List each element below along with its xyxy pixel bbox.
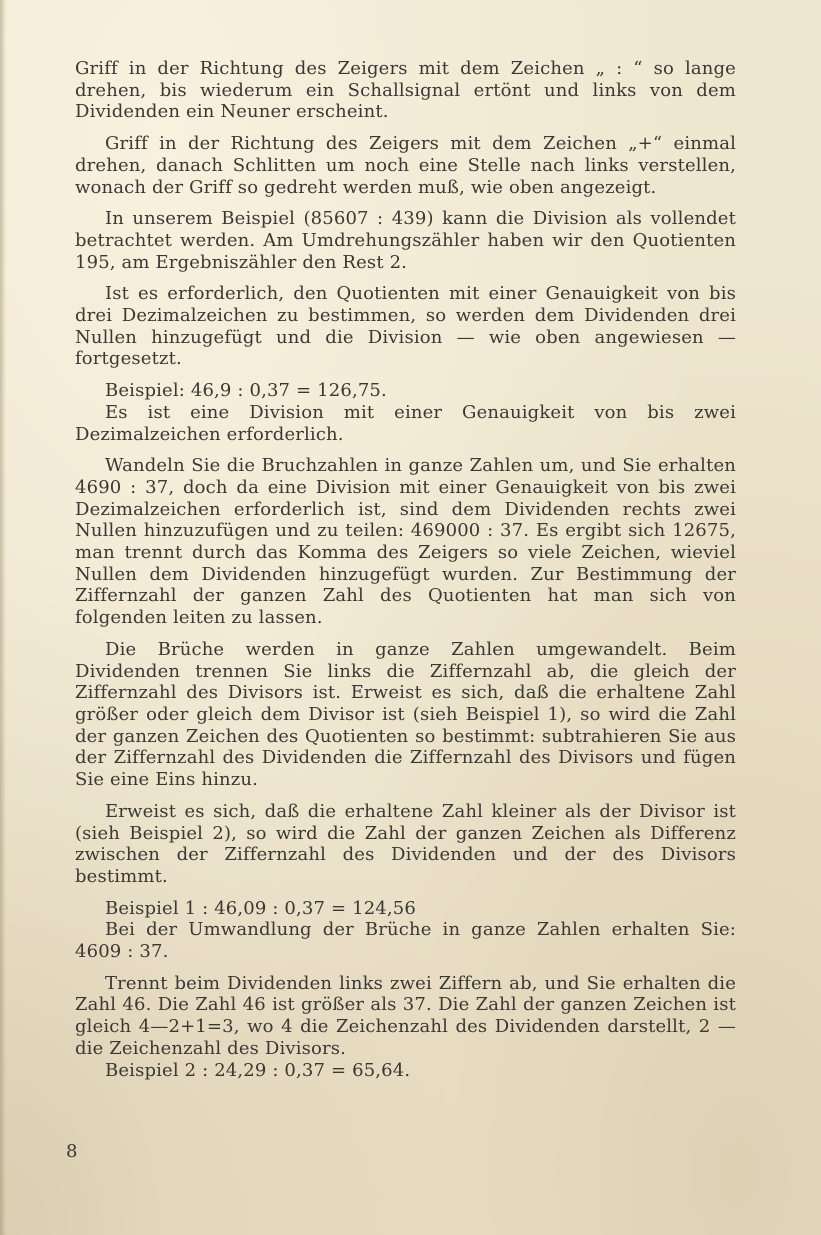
example-1-line: Beispiel 1 : 46,09 : 0,37 = 124,56 [105,897,416,919]
paragraph-4: Ist es erforderlich, den Quotienten mit einer Genauigkeit von bis drei Dezimalzeichen zu bestimmen, so werden dem Dividenden drei Nullen hinzugefügt und die Division — wie oben angewiesen — fortgesetzt. [75,283,736,370]
paragraph-7: Die Brüche werden in ganze Zahlen umgewandelt. Beim Dividenden trennen Sie links die Ziffernzahl ab, die gleich der Ziffernzahl des Divisors ist. Erweist es sich, daß die erhaltene Zahl größer oder gleich dem Divisor ist (sieh Beispiel 1), so wird die Zahl der ganzen Zeichen des Quotienten so bestimmt: subtrahieren Sie aus der Ziffernzahl des Dividenden die Ziffernzahl des Divisors und fügen Sie eine Eins hinzu. [75,638,736,791]
paragraph-6: Wandeln Sie die Bruchzahlen in ganze Zahlen um, und Sie erhalten 4690 : 37, doch da eine Division mit einer Genauigkeit von bis zwei Dezimalzeichen erforderlich ist, sind dem Dividenden rechts zwei Nullen hinzuzufügen und zu teilen: 469000 : 37. Es ergibt sich 12675, man trennt durch das Komma des Zeigers so viele Zeichen, wieviel Nullen dem Dividenden hinzugefügt wurden. Zur Bestimmung der Ziffernzahl der ganzen Zahl des Quotienten hat man sich von folgenden leiten zu lassen. [75,455,736,629]
page-edge-shadow [0,0,6,1235]
body-text [75,58,736,1081]
paragraph-8: Erweist es sich, daß die erhaltene Zahl kleiner als der Divisor ist (sieh Beispiel 2), so wird die Zahl der ganzen Zeichen als Differenz zwischen der Ziffernzahl des Dividenden und der des Divisors bestimmt. [75,800,736,887]
page-number: 8 [66,1141,78,1162]
example-line: Beispiel: 46,9 : 0,37 = 126,75. [105,380,387,402]
example-2-line: Beispiel 2 : 24,29 : 0,37 = 65,64. [105,1059,411,1081]
paragraph-3: In unserem Beispiel (85607 : 439) kann die Division als vollendet betrachtet werden. Am Umdrehungszähler haben wir den Quotienten 195, am Ergebniszähler den Rest 2. [75,208,736,273]
paragraph-9: Bei der Umwandlung der Brüche in ganze Zahlen erhalten Sie: 4609 : 37. [75,919,736,963]
paragraph-1: Griff in der Richtung des Zeigers mit dem Zeichen „ : “ so lange drehen, bis wiederum ein Schallsignal ertönt und links von dem Dividenden ein Neuner erscheint. [75,58,736,123]
paragraph-10: Trennt beim Dividenden links zwei Ziffern ab, und Sie erhalten die Zahl 46. Die Zahl 46 ist größer als 37. Die Zahl der ganzen Zeichen ist gleich 4—2+1=3, wo 4 die Zeichenzahl des Dividenden darstellt, 2 — die Zeichenzahl des Divisors. [75,972,736,1059]
paragraph-2: Griff in der Richtung des Zeigers mit dem Zeichen „+“ einmal drehen, danach Schlitten um noch eine Stelle nach links verstellen, wonach der Griff so gedreht werden muß, wie oben angezeigt. [75,133,736,198]
paragraph-5: Es ist eine Division mit einer Genauigkeit von bis zwei Dezimalzeichen erforderlich. [75,401,736,445]
